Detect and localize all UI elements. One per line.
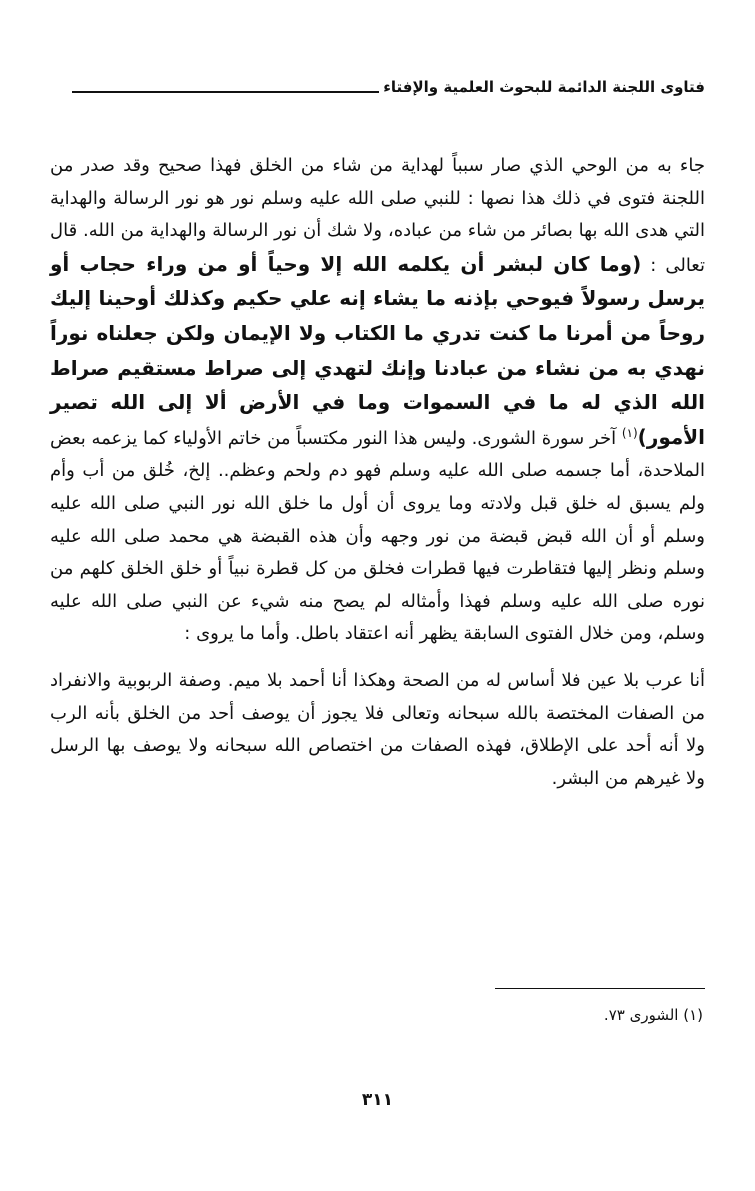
- quran-quote: (وما كان لبشر أن يكلمه الله إلا وحياً أو من وراء حجاب أو يرسل رسولاً فيوحي بإذنه ما يشاء إنه علي حكيم وكذلك أوحينا إليك روحاً من أمرنا ما كنت تدري ما الكتاب ولا الإيمان ولكن جعلناه نوراً نهدي به من نشاء من عبادنا وإنك لتهدي إلى صراط مستقيم صراط الله الذي له ما في السموات وما في الأرض ألا إلى الله تصير الأمور): [50, 251, 705, 449]
- footnote-reference: (١): [621, 425, 638, 440]
- paragraph-1: [50, 150, 705, 651]
- footnote: (١) الشورى ٧٣.: [603, 1006, 703, 1024]
- running-header-title: فتاوى اللجنة الدائمة للبحوث العلمية والإفتاء: [383, 78, 705, 96]
- page-number: ٣١١: [361, 1090, 394, 1110]
- paragraph-1-continuation: آخر سورة الشورى. وليس هذا النور مكتسباً من خاتم الأولياء كما يزعمه بعض الملاحدة، أما جسمه صلى الله عليه وسلم فهو دم ولحم وعظم.. إلخ، خُلق من أب وأم ولم يسبق له خلق قبل ولادته وما يروى أن أول ما خلق الله نور النبي صلى الله عليه وسلم أو أن الله قبض قبضة من نور وجهه وأن هذه القبضة هي محمد صلى الله عليه وسلم ونظر إليها فتقاطرت فيها قطرات فخلق من كل قطرة نبياً أو خلق الخلق كلهم من نوره صلى الله عليه وسلم فهذا وأمثاله لم يصح منه شيء عن النبي صلى الله عليه وسلم، ومن خلال الفتوى السابقة يظهر أنه اعتقاد باطل. وأما ما يروى :: [50, 427, 705, 645]
- running-header: [72, 70, 705, 96]
- footnote-separator: [495, 988, 705, 989]
- paragraph-2: أنا عرب بلا عين فلا أساس له من الصحة وهكذا أنا أحمد بلا ميم. وصفة الربوبية والانفراد من الصفات المختصة بالله سبحانه وتعالى فلا يجوز أن يوصف أحد من الخلق بأنه الرب ولا أنه أحد على الإطلاق، فهذه الصفات من اختصاص الله سبحانه ولا يوصف بها الرسل ولا غيرهم من البشر.: [50, 669, 705, 789]
- paragraph-1-intro: جاء به من الوحي الذي صار سبباً لهداية من شاء من الخلق فهذا صحيح وقد صدر من اللجنة فتوى في ذلك هذا نصها : للنبي صلى الله عليه وسلم نور هو نور الرسالة والهداية التي هدى الله بها بصائر من شاء من عباده، ولا شك أن نور الرسالة والهداية من الله. قال تعالى :: [50, 155, 705, 276]
- main-text: [50, 150, 705, 795]
- header-rule: [72, 91, 379, 93]
